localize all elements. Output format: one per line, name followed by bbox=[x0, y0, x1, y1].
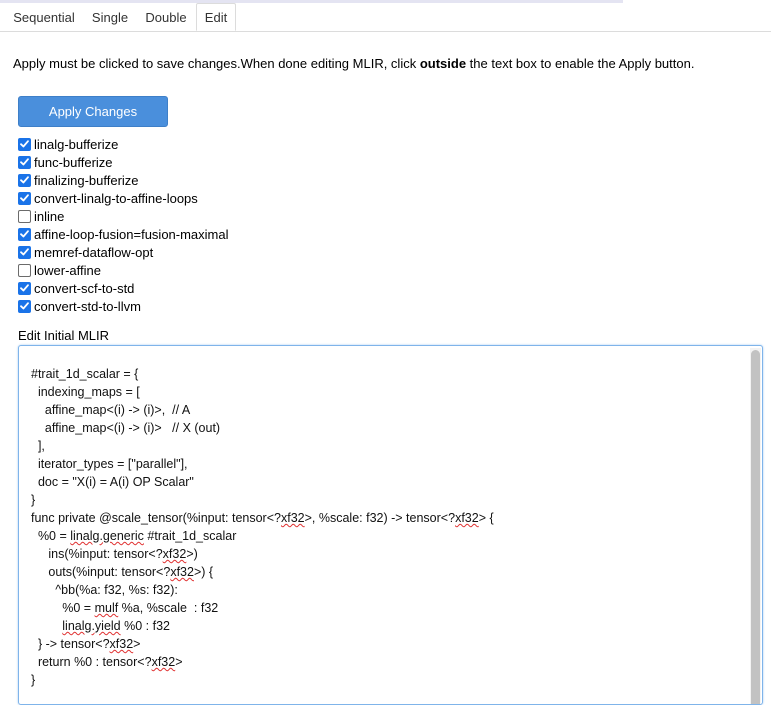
checkbox-unchecked-icon[interactable] bbox=[18, 210, 31, 223]
pass-option[interactable] bbox=[18, 171, 229, 189]
editor-scroll-thumb[interactable] bbox=[751, 350, 760, 705]
edit-mlir-label: Edit Initial MLIR bbox=[18, 328, 110, 343]
checkbox-checked-icon[interactable] bbox=[18, 174, 31, 187]
tab-double[interactable]: Double bbox=[145, 10, 187, 25]
pass-option[interactable] bbox=[18, 153, 229, 171]
tab-bar-topline bbox=[0, 0, 623, 3]
editor-scrollbar[interactable] bbox=[750, 348, 761, 705]
code-line: } bbox=[31, 673, 36, 687]
code-line: ], bbox=[31, 439, 45, 453]
pass-label: inline bbox=[34, 208, 65, 224]
note-prefix: Apply must be clicked to save changes.When done editing MLIR, click bbox=[13, 56, 420, 71]
checkbox-checked-icon[interactable] bbox=[18, 246, 31, 259]
pass-option[interactable] bbox=[18, 243, 229, 261]
apply-changes-button[interactable]: Apply Changes bbox=[18, 96, 168, 127]
code-line: func private @scale_tensor(%input: tensor<?xf32>, %scale: f32) -> tensor<?xf32> { bbox=[31, 511, 494, 525]
pass-label: convert-scf-to-std bbox=[34, 280, 135, 296]
pass-option[interactable] bbox=[18, 207, 229, 225]
checkbox-checked-icon[interactable] bbox=[18, 282, 31, 295]
tab-edit[interactable]: Edit bbox=[196, 3, 236, 31]
pass-label: finalizing-bufferize bbox=[34, 172, 139, 188]
code-line: ins(%input: tensor<?xf32>) bbox=[31, 547, 198, 561]
pass-option[interactable] bbox=[18, 189, 229, 207]
code-line: %0 = mulf %a, %scale : f32 bbox=[31, 601, 219, 615]
tab-bar bbox=[0, 0, 771, 32]
tab-sequential[interactable]: Sequential bbox=[13, 10, 75, 25]
note-suffix: the text box to enable the Apply button. bbox=[466, 56, 695, 71]
code-line: %0 = linalg.generic #trait_1d_scalar bbox=[31, 529, 237, 543]
pass-option[interactable] bbox=[18, 261, 229, 279]
checkbox-checked-icon[interactable] bbox=[18, 300, 31, 313]
pass-label: affine-loop-fusion=fusion-maximal bbox=[34, 226, 229, 242]
code-line: } bbox=[31, 493, 36, 507]
pass-option[interactable] bbox=[18, 225, 229, 243]
mlir-code[interactable] bbox=[31, 365, 494, 689]
pass-label: lower-affine bbox=[34, 262, 101, 278]
pass-label: convert-std-to-llvm bbox=[34, 298, 141, 314]
mlir-editor[interactable] bbox=[18, 345, 763, 705]
instructions-note bbox=[13, 56, 694, 71]
checkbox-checked-icon[interactable] bbox=[18, 156, 31, 169]
note-bold: outside bbox=[419, 56, 467, 71]
code-line: linalg.yield %0 : f32 bbox=[62, 619, 170, 633]
pass-list bbox=[18, 135, 229, 315]
pass-label: func-bufferize bbox=[34, 154, 113, 170]
checkbox-checked-icon[interactable] bbox=[18, 192, 31, 205]
code-line: indexing_maps = [ bbox=[31, 385, 140, 399]
tab-single[interactable]: Single bbox=[91, 10, 129, 25]
pass-option[interactable] bbox=[18, 297, 229, 315]
checkbox-unchecked-icon[interactable] bbox=[18, 264, 31, 277]
code-line: #trait_1d_scalar = { bbox=[31, 367, 139, 381]
code-line: outs(%input: tensor<?xf32>) { bbox=[31, 565, 214, 579]
code-line: ^bb(%a: f32, %s: f32): bbox=[31, 583, 178, 597]
code-line: affine_map<(i) -> (i)> // X (out) bbox=[31, 421, 221, 435]
checkbox-checked-icon[interactable] bbox=[18, 228, 31, 241]
pass-label: linalg-bufferize bbox=[34, 136, 119, 152]
pass-option[interactable] bbox=[18, 279, 229, 297]
checkbox-checked-icon[interactable] bbox=[18, 138, 31, 151]
code-line: doc = "X(i) = A(i) OP Scalar" bbox=[31, 475, 194, 489]
code-line: return %0 : tensor<?xf32> bbox=[31, 655, 183, 669]
code-line: affine_map<(i) -> (i)>, // A bbox=[31, 403, 191, 417]
code-line: iterator_types = ["parallel"], bbox=[31, 457, 188, 471]
pass-label: memref-dataflow-opt bbox=[34, 244, 154, 260]
pass-option[interactable] bbox=[18, 135, 229, 153]
code-line: } -> tensor<?xf32> bbox=[31, 637, 141, 651]
pass-label: convert-linalg-to-affine-loops bbox=[34, 190, 198, 206]
